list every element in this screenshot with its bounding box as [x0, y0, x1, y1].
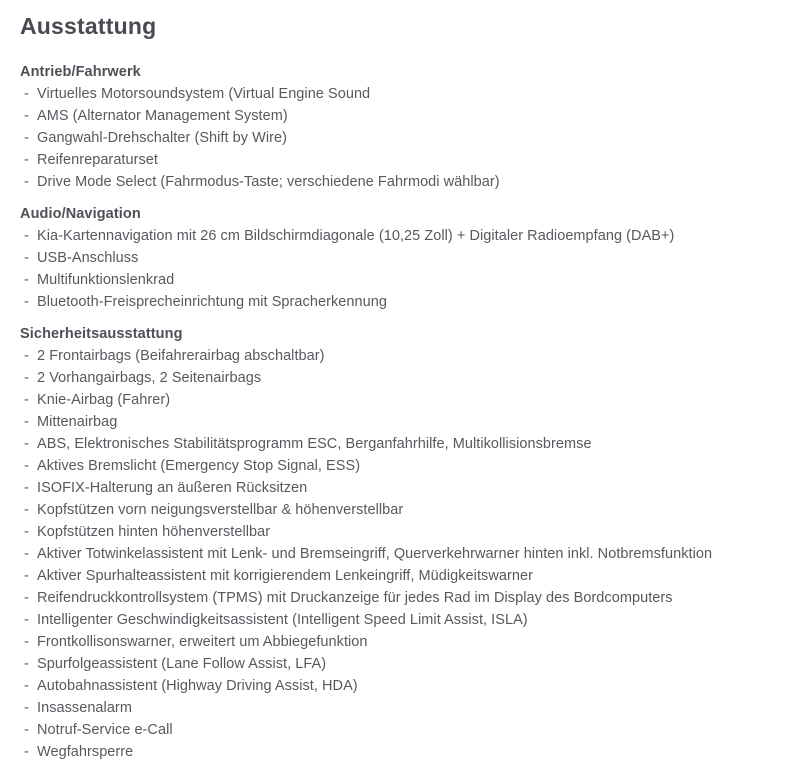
section-heading: Sicherheitsausstattung [20, 326, 183, 343]
list-item-label: 2 Vorhangairbags, 2 Seitenairbags [37, 370, 262, 387]
list-item-label: Aktives Bremslicht (Emergency Stop Signal, ESS) [37, 458, 361, 475]
equipment-section [20, 323, 790, 763]
bullet-dash-icon: - [24, 656, 29, 673]
bullet-dash-icon: - [24, 250, 29, 267]
bullet-dash-icon: - [24, 722, 29, 739]
list-item [20, 291, 790, 313]
list-item-label: Notruf-Service e-Call [37, 722, 173, 739]
equipment-sections [10, 61, 790, 763]
list-item-label: USB-Anschluss [37, 250, 139, 267]
bullet-dash-icon: - [24, 174, 29, 191]
list-item [20, 609, 790, 631]
bullet-dash-icon: - [24, 152, 29, 169]
list-item [20, 127, 790, 149]
bullet-dash-icon: - [24, 86, 29, 103]
list-item [20, 565, 790, 587]
list-item [20, 247, 790, 269]
bullet-dash-icon: - [24, 524, 29, 541]
equipment-item-list [20, 225, 790, 313]
list-item [20, 587, 790, 609]
equipment-section [20, 61, 790, 193]
bullet-dash-icon: - [24, 108, 29, 125]
list-item-label: Bluetooth-Freisprecheinrichtung mit Spracherkennung [37, 294, 387, 311]
list-item-label: Knie-Airbag (Fahrer) [37, 392, 171, 409]
list-item-label: Kopfstützen hinten höhenverstellbar [37, 524, 271, 541]
bullet-dash-icon: - [24, 590, 29, 607]
list-item [20, 345, 790, 367]
list-item [20, 675, 790, 697]
list-item-label: ABS, Elektronisches Stabilitätsprogramm ESC, Berganfahrhilfe, Multikollisionsbremse [37, 436, 592, 453]
list-item-label: Frontkollisonswarner, erweitert um Abbiegefunktion [37, 634, 368, 651]
bullet-dash-icon: - [24, 612, 29, 629]
bullet-dash-icon: - [24, 228, 29, 245]
equipment-item-list [20, 83, 790, 193]
list-item [20, 389, 790, 411]
list-item [20, 105, 790, 127]
bullet-dash-icon: - [24, 436, 29, 453]
bullet-dash-icon: - [24, 634, 29, 651]
list-item-label: ISOFIX-Halterung an äußeren Rücksitzen [37, 480, 308, 497]
list-item-label: AMS (Alternator Management System) [37, 108, 288, 125]
list-item-label: Aktiver Spurhalteassistent mit korrigierendem Lenkeingriff, Müdigkeitswarner [37, 568, 533, 585]
bullet-dash-icon: - [24, 414, 29, 431]
list-item-label: Reifenreparaturset [37, 152, 158, 169]
list-item [20, 521, 790, 543]
bullet-dash-icon: - [24, 348, 29, 365]
list-item-label: Aktiver Totwinkelassistent mit Lenk- und Bremseingriff, Querverkehrwarner hinten inkl. Notbremsfunktion [37, 546, 713, 563]
list-item [20, 367, 790, 389]
bullet-dash-icon: - [24, 458, 29, 475]
list-item-label: 2 Frontairbags (Beifahrerairbag abschaltbar) [37, 348, 325, 365]
bullet-dash-icon: - [24, 370, 29, 387]
bullet-dash-icon: - [24, 272, 29, 289]
section-heading: Audio/Navigation [20, 206, 141, 223]
list-item-label: Drive Mode Select (Fahrmodus-Taste; verschiedene Fahrmodi wählbar) [37, 174, 500, 191]
list-item [20, 433, 790, 455]
section-heading: Antrieb/Fahrwerk [20, 64, 141, 81]
list-item [20, 477, 790, 499]
list-item [20, 149, 790, 171]
list-item [20, 269, 790, 291]
list-item-label: Reifendruckkontrollsystem (TPMS) mit Druckanzeige für jedes Rad im Display des Bordcomputers [37, 590, 673, 607]
bullet-dash-icon: - [24, 700, 29, 717]
list-item-label: Multifunktionslenkrad [37, 272, 175, 289]
list-item-label: Kopfstützen vorn neigungsverstellbar & höhenverstellbar [37, 502, 404, 519]
list-item [20, 697, 790, 719]
list-item-label: Spurfolgeassistent (Lane Follow Assist, LFA) [37, 656, 327, 673]
list-item [20, 411, 790, 433]
bullet-dash-icon: - [24, 568, 29, 585]
list-item [20, 171, 790, 193]
list-item-label: Mittenairbag [37, 414, 118, 431]
list-item-label: Wegfahrsperre [37, 744, 134, 761]
list-item [20, 631, 790, 653]
bullet-dash-icon: - [24, 392, 29, 409]
bullet-dash-icon: - [24, 678, 29, 695]
list-item [20, 653, 790, 675]
list-item [20, 499, 790, 521]
bullet-dash-icon: - [24, 130, 29, 147]
list-item-label: Insassenalarm [37, 700, 132, 717]
equipment-item-list [20, 345, 790, 763]
list-item [20, 543, 790, 565]
list-item-label: Autobahnassistent (Highway Driving Assist, HDA) [37, 678, 358, 695]
list-item-label: Intelligenter Geschwindigkeitsassistent (Intelligent Speed Limit Assist, ISLA) [37, 612, 528, 629]
page-title: Ausstattung [20, 13, 157, 39]
list-item [20, 455, 790, 477]
list-item-label: Gangwahl-Drehschalter (Shift by Wire) [37, 130, 288, 147]
bullet-dash-icon: - [24, 744, 29, 761]
bullet-dash-icon: - [24, 502, 29, 519]
list-item [20, 741, 790, 763]
list-item [20, 719, 790, 741]
list-item [20, 225, 790, 247]
list-item-label: Virtuelles Motorsoundsystem (Virtual Engine Sound [37, 86, 371, 103]
equipment-section [20, 203, 790, 313]
list-item [20, 83, 790, 105]
bullet-dash-icon: - [24, 480, 29, 497]
bullet-dash-icon: - [24, 294, 29, 311]
bullet-dash-icon: - [24, 546, 29, 563]
list-item-label: Kia-Kartennavigation mit 26 cm Bildschirmdiagonale (10,25 Zoll) + Digitaler Radioempfang (DAB+) [37, 228, 675, 245]
